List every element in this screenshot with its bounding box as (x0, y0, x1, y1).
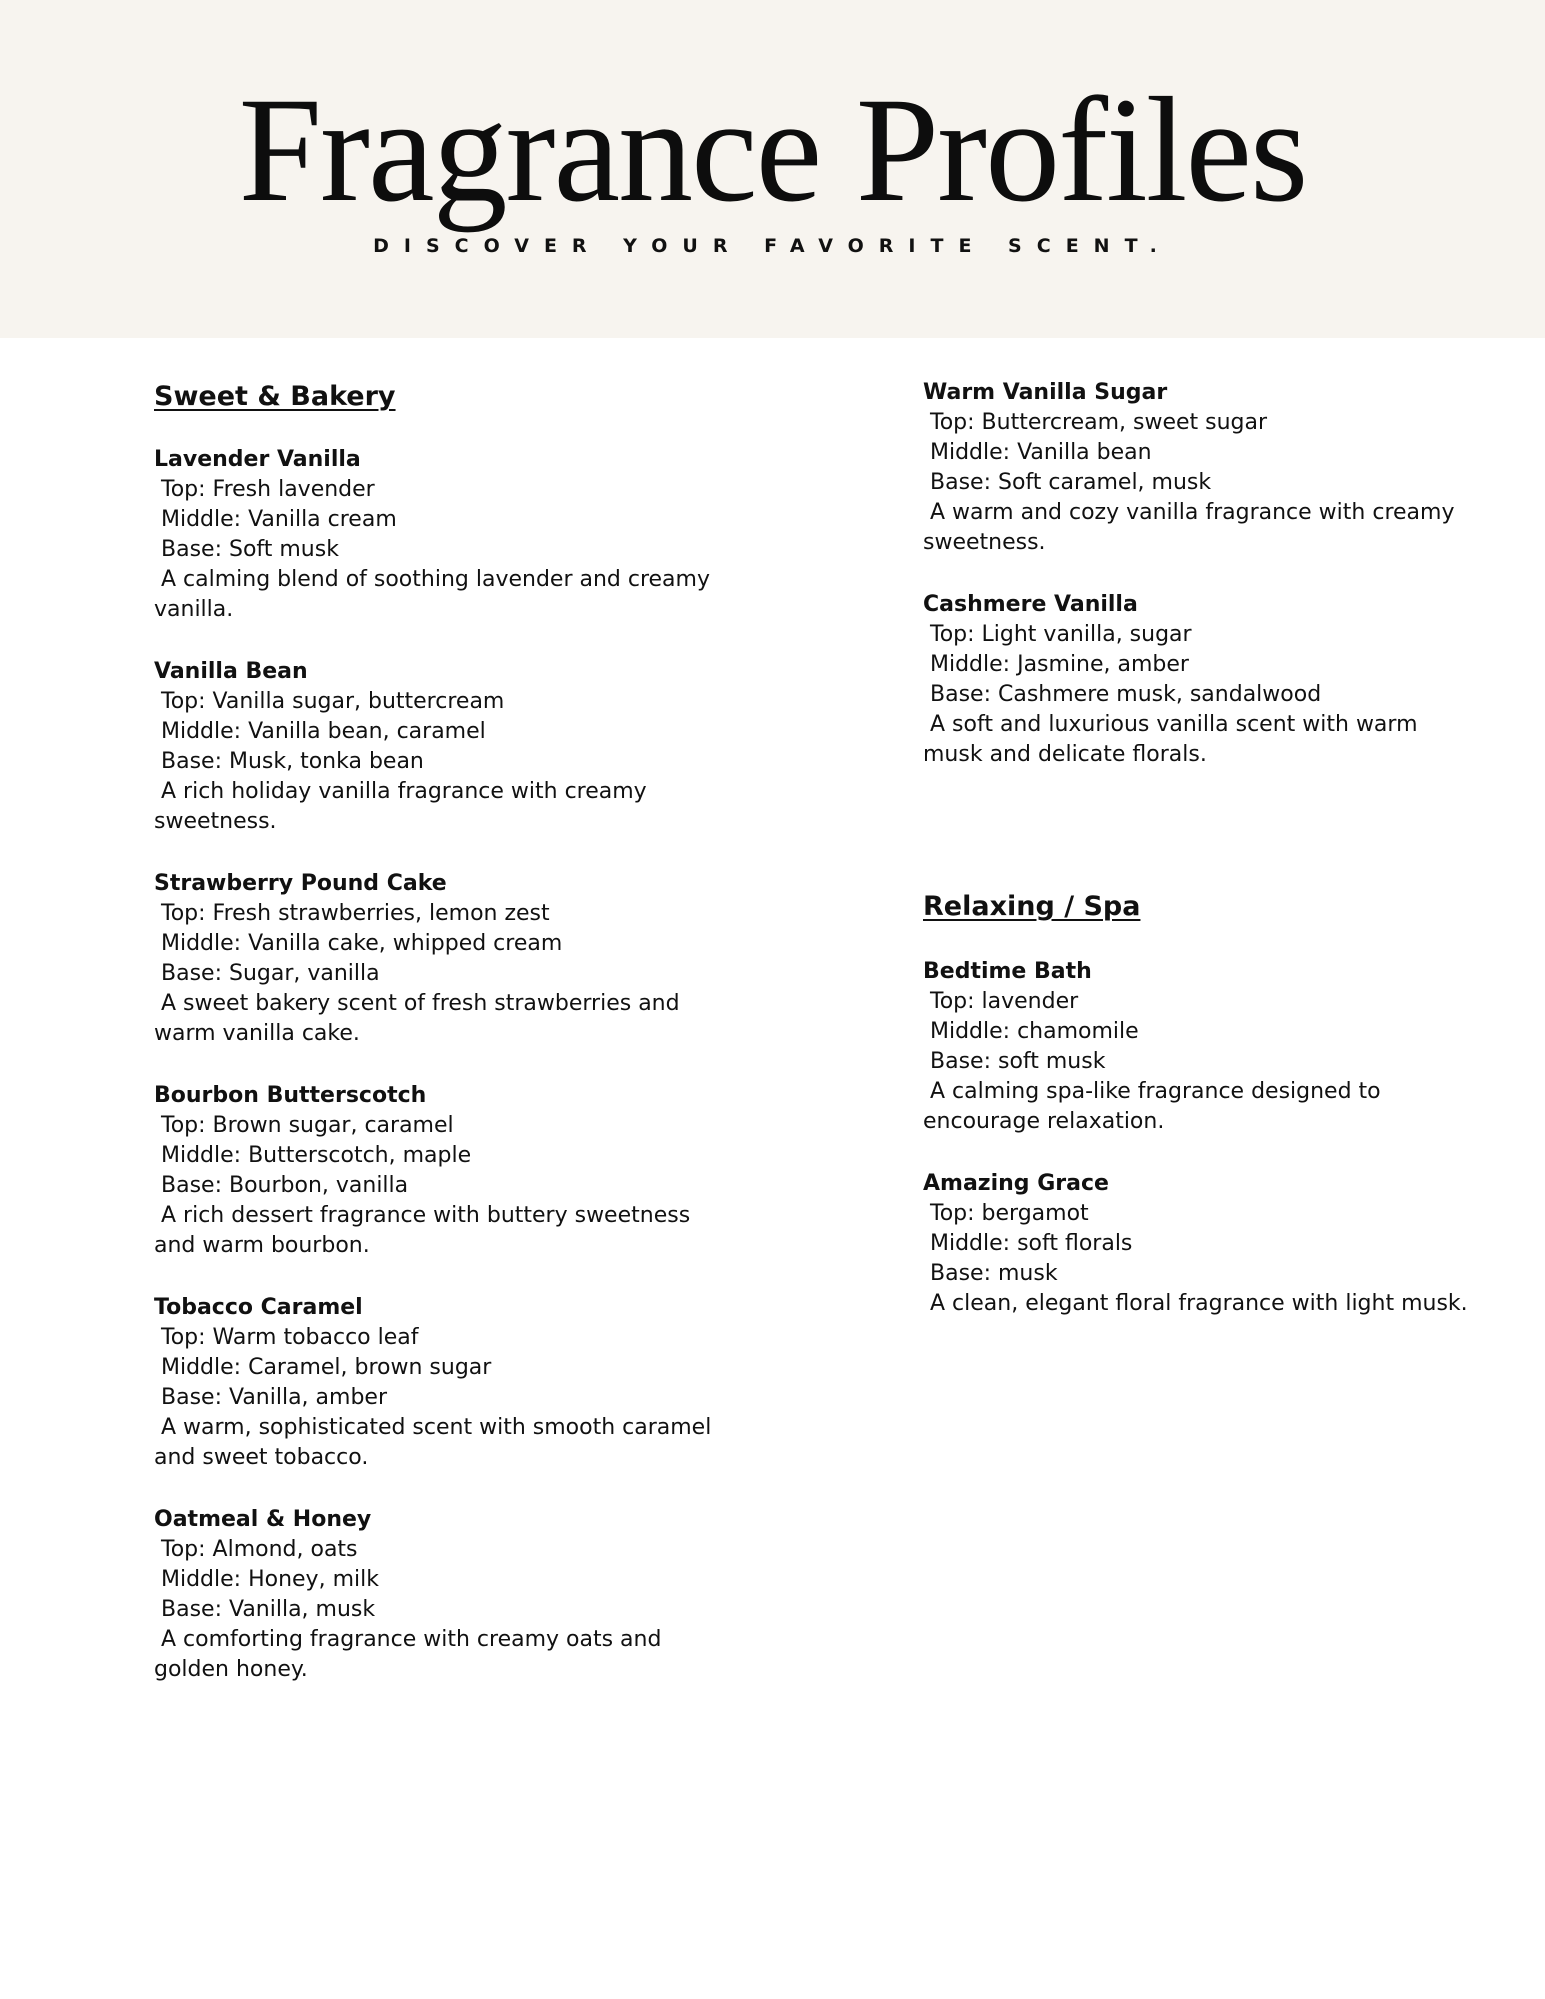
fragrance-bourbon-butterscotch (154, 1081, 724, 1261)
top-note: Top: bergamot (930, 1201, 1089, 1226)
fragrance-description: A rich holiday vanilla fragrance with creamy sweetness. (154, 779, 647, 834)
fragrance-warm-vanilla-sugar (923, 378, 1483, 558)
page-title: Fragrance Profiles (238, 67, 1307, 233)
middle-note: Middle: soft florals (930, 1231, 1133, 1256)
base-note: Base: musk (930, 1261, 1058, 1286)
fragrance-description: A calming blend of soothing lavender and creamy vanilla. (154, 567, 710, 622)
section-heading-sweet-bakery: Sweet & Bakery (154, 381, 396, 412)
fragrance-name: Strawberry Pound Cake (154, 871, 447, 896)
base-note: Base: Soft musk (161, 537, 339, 562)
fragrance-vanilla-bean (154, 657, 724, 837)
fragrance-name: Bourbon Butterscotch (154, 1083, 427, 1108)
base-note: Base: Cashmere musk, sandalwood (930, 682, 1322, 707)
middle-note: Middle: Honey, milk (161, 1567, 379, 1592)
fragrance-tobacco-caramel (154, 1293, 724, 1473)
base-note: Base: Soft caramel, musk (930, 470, 1212, 495)
fragrance-strawberry-pound-cake (154, 869, 724, 1049)
top-note: Top: Almond, oats (161, 1537, 358, 1562)
base-note: Base: Vanilla, amber (161, 1385, 388, 1410)
top-note: Top: Light vanilla, sugar (930, 622, 1192, 647)
fragrance-description: A sweet bakery scent of fresh strawberries and warm vanilla cake. (154, 991, 680, 1046)
middle-note: Middle: Vanilla bean (930, 440, 1152, 465)
top-note: Top: Fresh strawberries, lemon zest (161, 901, 550, 926)
fragrance-name: Tobacco Caramel (154, 1295, 363, 1320)
fragrance-description: A warm and cozy vanilla fragrance with creamy sweetness. (923, 500, 1455, 555)
base-note: Base: soft musk (930, 1049, 1106, 1074)
page-subtitle: DISCOVER YOUR FAVORITE SCENT. (373, 235, 1172, 257)
middle-note: Middle: Butterscotch, maple (161, 1143, 472, 1168)
header-banner (0, 0, 1545, 338)
top-note: Top: Warm tobacco leaf (161, 1325, 419, 1350)
top-note: Top: Fresh lavender (161, 477, 375, 502)
middle-note: Middle: chamomile (930, 1019, 1139, 1044)
fragrance-name: Warm Vanilla Sugar (923, 380, 1168, 405)
fragrance-description: A warm, sophisticated scent with smooth caramel and sweet tobacco. (154, 1415, 712, 1470)
top-note: Top: Vanilla sugar, buttercream (161, 689, 505, 714)
fragrance-description: A rich dessert fragrance with buttery sweetness and warm bourbon. (154, 1203, 691, 1258)
fragrance-description: A soft and luxurious vanilla scent with warm musk and delicate florals. (923, 712, 1418, 767)
middle-note: Middle: Caramel, brown sugar (161, 1355, 492, 1380)
top-note: Top: lavender (930, 989, 1079, 1014)
fragrance-name: Lavender Vanilla (154, 447, 361, 472)
fragrance-name: Bedtime Bath (923, 959, 1092, 984)
base-note: Base: Musk, tonka bean (161, 749, 424, 774)
fragrance-oatmeal-honey (154, 1505, 724, 1685)
top-note: Top: Brown sugar, caramel (161, 1113, 454, 1138)
middle-note: Middle: Vanilla cream (161, 507, 397, 532)
middle-note: Middle: Vanilla bean, caramel (161, 719, 486, 744)
fragrance-amazing-grace (923, 1169, 1483, 1319)
base-note: Base: Vanilla, musk (161, 1597, 376, 1622)
fragrance-name: Amazing Grace (923, 1171, 1109, 1196)
fragrance-lavender-vanilla (154, 445, 724, 625)
top-note: Top: Buttercream, sweet sugar (930, 410, 1268, 435)
section-heading-relaxing-spa: Relaxing / Spa (923, 891, 1141, 922)
fragrance-description: A clean, elegant floral fragrance with light musk. (930, 1291, 1468, 1316)
fragrance-description: A comforting fragrance with creamy oats and golden honey. (154, 1627, 662, 1682)
fragrance-name: Oatmeal & Honey (154, 1507, 372, 1532)
middle-note: Middle: Jasmine, amber (930, 652, 1189, 677)
fragrance-description: A calming spa-like fragrance designed to encourage relaxation. (923, 1079, 1381, 1134)
base-note: Base: Bourbon, vanilla (161, 1173, 409, 1198)
fragrance-bedtime-bath (923, 957, 1483, 1137)
middle-note: Middle: Vanilla cake, whipped cream (161, 931, 563, 956)
base-note: Base: Sugar, vanilla (161, 961, 380, 986)
fragrance-name: Cashmere Vanilla (923, 592, 1138, 617)
fragrance-cashmere-vanilla (923, 590, 1483, 770)
fragrance-name: Vanilla Bean (154, 659, 308, 684)
